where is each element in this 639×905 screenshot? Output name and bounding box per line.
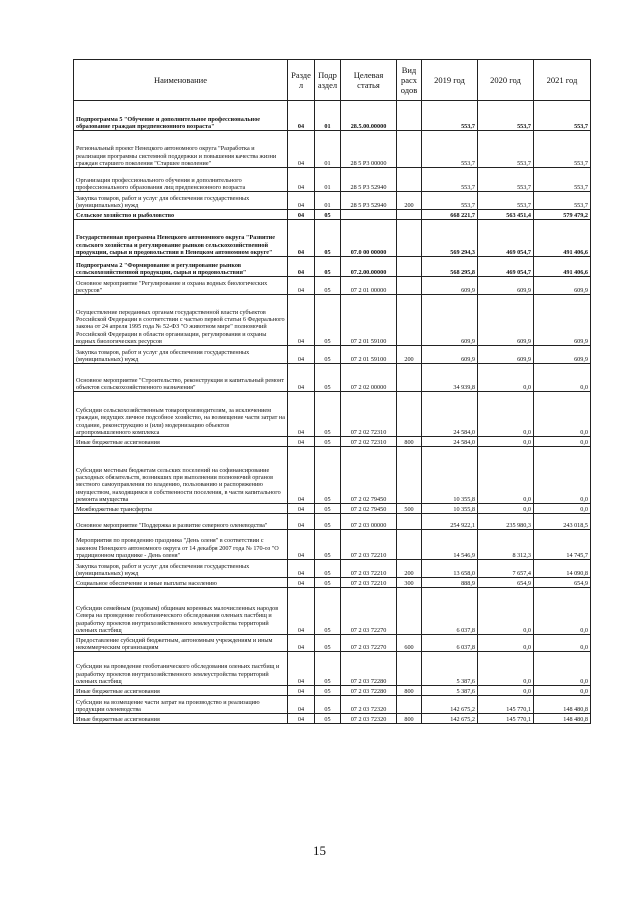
row-target-article: 07 2 03 72280 bbox=[341, 686, 397, 696]
row-value-2020: 553,7 bbox=[478, 101, 534, 131]
row-name: Мероприятия по проведению праздника "День оленя" в соответствии с законом Ненецкого автономного округа от 14 декабря 2007 года № 170-оз "О традиционном празднике - День оленя" bbox=[74, 530, 288, 560]
row-value-2021: 14 745,7 bbox=[534, 530, 591, 560]
row-value-2019: 569 294,3 bbox=[422, 220, 478, 257]
row-value-2020: 0,0 bbox=[478, 447, 534, 504]
table-row bbox=[74, 364, 591, 392]
row-subsection: 01 bbox=[315, 131, 341, 168]
row-target-article: 07 2 03 72270 bbox=[341, 635, 397, 652]
row-value-2020: 0,0 bbox=[478, 437, 534, 447]
table-row bbox=[74, 504, 591, 514]
row-subsection: 05 bbox=[315, 257, 341, 277]
row-section: 04 bbox=[288, 392, 315, 437]
row-value-2019: 609,9 bbox=[422, 295, 478, 346]
row-subsection: 01 bbox=[315, 168, 341, 192]
row-target-article: 07 2 01 59100 bbox=[341, 346, 397, 364]
row-value-2021: 243 018,5 bbox=[534, 514, 591, 530]
row-value-2019: 24 584,0 bbox=[422, 392, 478, 437]
row-name: Основное мероприятие "Регулирование и охрана водных биологических ресурсов" bbox=[74, 277, 288, 295]
row-value-2021: 553,7 bbox=[534, 101, 591, 131]
row-expense-type bbox=[397, 101, 422, 131]
row-value-2020: 609,9 bbox=[478, 295, 534, 346]
row-value-2021: 609,9 bbox=[534, 277, 591, 295]
header-expense-type: Вид расх одов bbox=[397, 60, 422, 101]
row-value-2019: 553,7 bbox=[422, 131, 478, 168]
row-expense-type: 200 bbox=[397, 192, 422, 210]
row-subsection: 05 bbox=[315, 295, 341, 346]
row-value-2021: 14 090,8 bbox=[534, 560, 591, 578]
row-target-article: 07 2 03 72210 bbox=[341, 560, 397, 578]
table-body bbox=[74, 101, 591, 724]
row-value-2020: 469 054,7 bbox=[478, 257, 534, 277]
row-section: 04 bbox=[288, 131, 315, 168]
row-expense-type bbox=[397, 131, 422, 168]
row-value-2019: 609,9 bbox=[422, 346, 478, 364]
row-section: 04 bbox=[288, 588, 315, 635]
row-value-2021: 609,9 bbox=[534, 295, 591, 346]
row-subsection: 05 bbox=[315, 588, 341, 635]
row-target-article: 07 2 02 72310 bbox=[341, 392, 397, 437]
row-expense-type: 200 bbox=[397, 346, 422, 364]
row-value-2020: 0,0 bbox=[478, 504, 534, 514]
row-subsection: 05 bbox=[315, 346, 341, 364]
budget-table bbox=[73, 59, 591, 724]
row-section: 04 bbox=[288, 447, 315, 504]
row-section: 04 bbox=[288, 578, 315, 588]
row-expense-type: 200 bbox=[397, 560, 422, 578]
row-value-2019: 13 658,0 bbox=[422, 560, 478, 578]
row-name: Социальное обеспечение и иные выплаты населению bbox=[74, 578, 288, 588]
row-expense-type bbox=[397, 696, 422, 714]
row-expense-type: 500 bbox=[397, 504, 422, 514]
row-expense-type: 800 bbox=[397, 437, 422, 447]
row-value-2020: 469 054,7 bbox=[478, 220, 534, 257]
row-value-2019: 34 939,8 bbox=[422, 364, 478, 392]
row-expense-type bbox=[397, 210, 422, 220]
row-section: 04 bbox=[288, 504, 315, 514]
row-name: Основное мероприятие "Строительство, реконструкция и капитальный ремонт объектов сельскохозяйственного назначения" bbox=[74, 364, 288, 392]
row-value-2019: 5 387,6 bbox=[422, 686, 478, 696]
row-section: 04 bbox=[288, 295, 315, 346]
table-row bbox=[74, 635, 591, 652]
table-row bbox=[74, 560, 591, 578]
row-value-2020: 654,9 bbox=[478, 578, 534, 588]
row-name: Субсидии сельскохозяйственным товаропроизводителям, за исключением граждан, ведущих личное подсобное хозяйство, на возмещение части затрат на создание, реконструкцию и (или) модернизацию объектов агропромышленного комплекса bbox=[74, 392, 288, 437]
row-name: Субсидии на возмещение части затрат на производство и реализацию продукции оленеводства bbox=[74, 696, 288, 714]
row-value-2021: 553,7 bbox=[534, 131, 591, 168]
row-expense-type bbox=[397, 514, 422, 530]
row-target-article: 28 5 P3 52940 bbox=[341, 192, 397, 210]
row-expense-type bbox=[397, 168, 422, 192]
table-row bbox=[74, 131, 591, 168]
row-expense-type: 300 bbox=[397, 578, 422, 588]
row-subsection: 05 bbox=[315, 560, 341, 578]
row-section: 04 bbox=[288, 652, 315, 686]
row-name: Субсидии на проведение геоботанического обследования оленьих пастбищ и разработку проектов внутрихозяйственного землеустройства территорий оленьих пастбищ bbox=[74, 652, 288, 686]
row-name: Межбюджетные трансферты bbox=[74, 504, 288, 514]
row-target-article: 28 5 P3 00000 bbox=[341, 131, 397, 168]
row-value-2020: 235 980,3 bbox=[478, 514, 534, 530]
row-name: Основное мероприятие "Поддержка и развитие северного оленеводства" bbox=[74, 514, 288, 530]
row-name: Иные бюджетные ассигнования bbox=[74, 714, 288, 724]
row-name: Субсидии семейным (родовым) общинам коренных малочисленных народов Севера на проведение геоботанического обследования оленьих пастбищ и разработку проектов внутрихозяйственного землеустройства территорий оленьих пастбищ bbox=[74, 588, 288, 635]
table-row bbox=[74, 392, 591, 437]
row-value-2020: 7 657,4 bbox=[478, 560, 534, 578]
row-value-2020: 145 770,1 bbox=[478, 696, 534, 714]
row-value-2021: 0,0 bbox=[534, 686, 591, 696]
row-subsection: 05 bbox=[315, 514, 341, 530]
table-row bbox=[74, 437, 591, 447]
row-subsection: 01 bbox=[315, 192, 341, 210]
row-section: 04 bbox=[288, 364, 315, 392]
row-value-2019: 10 355,8 bbox=[422, 447, 478, 504]
row-value-2021: 0,0 bbox=[534, 364, 591, 392]
row-subsection: 05 bbox=[315, 437, 341, 447]
row-value-2020: 553,7 bbox=[478, 131, 534, 168]
row-subsection: 05 bbox=[315, 578, 341, 588]
row-section: 04 bbox=[288, 714, 315, 724]
row-value-2019: 668 221,7 bbox=[422, 210, 478, 220]
row-name: Осуществление переданных органам государственной власти субъектов Российской Федерации в соответствии с частью первой статьи 6 Федерального закона от 24 апреля 1995 года № 52-ФЗ "О животном мире" полномочий Российской Федерации в области организации, регулирования и охраны водных биологических ресурсов bbox=[74, 295, 288, 346]
row-target-article: 28 5 P3 52940 bbox=[341, 168, 397, 192]
row-subsection: 05 bbox=[315, 210, 341, 220]
row-value-2020: 0,0 bbox=[478, 588, 534, 635]
row-value-2021: 654,9 bbox=[534, 578, 591, 588]
row-expense-type: 600 bbox=[397, 635, 422, 652]
row-expense-type bbox=[397, 530, 422, 560]
row-expense-type bbox=[397, 447, 422, 504]
row-section: 04 bbox=[288, 530, 315, 560]
row-section: 04 bbox=[288, 560, 315, 578]
row-value-2021: 579 479,2 bbox=[534, 210, 591, 220]
row-value-2019: 568 295,8 bbox=[422, 257, 478, 277]
table-row bbox=[74, 257, 591, 277]
row-subsection: 05 bbox=[315, 714, 341, 724]
row-value-2020: 145 770,1 bbox=[478, 714, 534, 724]
row-value-2020: 563 451,4 bbox=[478, 210, 534, 220]
row-name: Закупка товаров, работ и услуг для обеспечения государственных (муниципальных) нужд bbox=[74, 192, 288, 210]
table-header-row bbox=[74, 60, 591, 101]
row-expense-type bbox=[397, 364, 422, 392]
header-name: Наименование bbox=[74, 60, 288, 101]
row-name: Государственная программа Ненецкого автономного округа "Развитие сельского хозяйства и регулирование рынков сельскохозяйственной продукции, сырья и продовольствия в Ненецком автономном округе" bbox=[74, 220, 288, 257]
row-target-article: 07 2 03 72210 bbox=[341, 530, 397, 560]
row-value-2021: 148 480,8 bbox=[534, 714, 591, 724]
table-row bbox=[74, 696, 591, 714]
row-expense-type bbox=[397, 220, 422, 257]
table-row bbox=[74, 168, 591, 192]
row-target-article: 07 2 02 72310 bbox=[341, 437, 397, 447]
table-row bbox=[74, 714, 591, 724]
row-subsection: 05 bbox=[315, 364, 341, 392]
row-section: 04 bbox=[288, 346, 315, 364]
row-value-2020: 0,0 bbox=[478, 364, 534, 392]
row-value-2019: 888,9 bbox=[422, 578, 478, 588]
table-row bbox=[74, 277, 591, 295]
header-year-2019: 2019 год bbox=[422, 60, 478, 101]
row-target-article: 07 2 03 72320 bbox=[341, 714, 397, 724]
row-section: 04 bbox=[288, 277, 315, 295]
row-value-2020: 609,9 bbox=[478, 346, 534, 364]
row-name: Иные бюджетные ассигнования bbox=[74, 437, 288, 447]
row-value-2021: 0,0 bbox=[534, 652, 591, 686]
table-row bbox=[74, 652, 591, 686]
row-section: 04 bbox=[288, 220, 315, 257]
row-value-2021: 0,0 bbox=[534, 588, 591, 635]
row-target-article: 07 2 01 00000 bbox=[341, 277, 397, 295]
row-subsection: 05 bbox=[315, 392, 341, 437]
row-name: Подпрограмма 2 "Формирование и регулирование рынков сельскохозяйственной продукции, сырья и продовольствия" bbox=[74, 257, 288, 277]
row-subsection: 05 bbox=[315, 696, 341, 714]
row-name: Закупка товаров, работ и услуг для обеспечения государственных (муниципальных) нужд bbox=[74, 560, 288, 578]
table-row bbox=[74, 210, 591, 220]
row-target-article: 07 2 03 00000 bbox=[341, 514, 397, 530]
row-value-2020: 0,0 bbox=[478, 635, 534, 652]
row-expense-type bbox=[397, 257, 422, 277]
row-expense-type bbox=[397, 295, 422, 346]
row-section: 04 bbox=[288, 696, 315, 714]
row-subsection: 05 bbox=[315, 686, 341, 696]
table-row bbox=[74, 295, 591, 346]
row-section: 04 bbox=[288, 686, 315, 696]
row-expense-type bbox=[397, 392, 422, 437]
row-section: 04 bbox=[288, 210, 315, 220]
row-value-2019: 6 037,8 bbox=[422, 588, 478, 635]
row-section: 04 bbox=[288, 168, 315, 192]
row-subsection: 05 bbox=[315, 652, 341, 686]
row-target-article: 07 2 02 00000 bbox=[341, 364, 397, 392]
row-expense-type bbox=[397, 652, 422, 686]
row-target-article bbox=[341, 210, 397, 220]
row-name: Региональный проект Ненецкого автономного округа "Разработка и реализация программы системной поддержки и повышения качества жизни граждан старшего поколения "Старшее поколение" bbox=[74, 131, 288, 168]
row-subsection: 05 bbox=[315, 220, 341, 257]
row-value-2021: 491 406,6 bbox=[534, 257, 591, 277]
row-subsection: 05 bbox=[315, 635, 341, 652]
table-row bbox=[74, 346, 591, 364]
row-expense-type bbox=[397, 588, 422, 635]
row-value-2020: 8 312,3 bbox=[478, 530, 534, 560]
header-target-article: Целевая статья bbox=[341, 60, 397, 101]
row-section: 04 bbox=[288, 257, 315, 277]
row-value-2020: 0,0 bbox=[478, 392, 534, 437]
row-section: 04 bbox=[288, 437, 315, 447]
table-row bbox=[74, 220, 591, 257]
header-year-2021: 2021 год bbox=[534, 60, 591, 101]
row-value-2020: 553,7 bbox=[478, 168, 534, 192]
row-value-2019: 14 546,9 bbox=[422, 530, 478, 560]
row-value-2019: 609,9 bbox=[422, 277, 478, 295]
header-section: Разде л bbox=[288, 60, 315, 101]
row-target-article: 07 2 02 79450 bbox=[341, 447, 397, 504]
row-value-2020: 0,0 bbox=[478, 652, 534, 686]
row-value-2019: 142 675,2 bbox=[422, 696, 478, 714]
table-row bbox=[74, 686, 591, 696]
row-value-2019: 24 584,0 bbox=[422, 437, 478, 447]
row-subsection: 05 bbox=[315, 447, 341, 504]
row-target-article: 07 2 03 72320 bbox=[341, 696, 397, 714]
row-value-2021: 0,0 bbox=[534, 635, 591, 652]
row-target-article: 07 2 03 72270 bbox=[341, 588, 397, 635]
row-value-2019: 553,7 bbox=[422, 101, 478, 131]
row-value-2019: 5 387,6 bbox=[422, 652, 478, 686]
row-value-2019: 553,7 bbox=[422, 192, 478, 210]
row-value-2020: 553,7 bbox=[478, 192, 534, 210]
row-expense-type: 800 bbox=[397, 686, 422, 696]
row-value-2021: 0,0 bbox=[534, 504, 591, 514]
row-target-article: 28.5.00.00000 bbox=[341, 101, 397, 131]
row-value-2019: 6 037,8 bbox=[422, 635, 478, 652]
row-section: 04 bbox=[288, 192, 315, 210]
row-value-2020: 609,9 bbox=[478, 277, 534, 295]
row-value-2020: 0,0 bbox=[478, 686, 534, 696]
table-row bbox=[74, 447, 591, 504]
row-value-2019: 254 922,1 bbox=[422, 514, 478, 530]
row-target-article: 07.0 00 00000 bbox=[341, 220, 397, 257]
row-expense-type bbox=[397, 277, 422, 295]
page-number: 15 bbox=[313, 843, 326, 858]
row-target-article: 07 2 01 59100 bbox=[341, 295, 397, 346]
row-value-2019: 142 675,2 bbox=[422, 714, 478, 724]
header-subsection: Подр аздел bbox=[315, 60, 341, 101]
row-name: Подпрограмма 5 "Обучение и дополнительное профессиональное образование граждан предпенсионного возраста" bbox=[74, 101, 288, 131]
row-target-article: 07.2.00.00000 bbox=[341, 257, 397, 277]
row-section: 04 bbox=[288, 101, 315, 131]
table-row bbox=[74, 588, 591, 635]
row-section: 04 bbox=[288, 514, 315, 530]
header-year-2020: 2020 год bbox=[478, 60, 534, 101]
row-value-2019: 10 355,8 bbox=[422, 504, 478, 514]
row-value-2021: 0,0 bbox=[534, 447, 591, 504]
row-value-2021: 553,7 bbox=[534, 168, 591, 192]
row-section: 04 bbox=[288, 635, 315, 652]
row-value-2019: 553,7 bbox=[422, 168, 478, 192]
row-name: Иные бюджетные ассигнования bbox=[74, 686, 288, 696]
row-value-2021: 0,0 bbox=[534, 437, 591, 447]
row-value-2021: 491 406,6 bbox=[534, 220, 591, 257]
row-name: Закупка товаров, работ и услуг для обеспечения государственных (муниципальных) нужд bbox=[74, 346, 288, 364]
row-name: Предоставление субсидий бюджетным, автономным учреждениям и иным некоммерческим организациям bbox=[74, 635, 288, 652]
row-target-article: 07 2 02 79450 bbox=[341, 504, 397, 514]
row-subsection: 05 bbox=[315, 277, 341, 295]
row-subsection: 05 bbox=[315, 530, 341, 560]
row-subsection: 05 bbox=[315, 504, 341, 514]
row-name: Субсидии местным бюджетам сельских поселений на софинансирование расходных обязательств, возникших при выполнении полномочий органов местного самоуправления по владению, пользованию и распоряжению имуществом, находящимся в собственности поселения, в части капитального ремонта имущества bbox=[74, 447, 288, 504]
table-row bbox=[74, 578, 591, 588]
row-subsection: 01 bbox=[315, 101, 341, 131]
table-row bbox=[74, 101, 591, 131]
row-target-article: 07 2 03 72210 bbox=[341, 578, 397, 588]
row-expense-type: 800 bbox=[397, 714, 422, 724]
row-value-2021: 148 480,8 bbox=[534, 696, 591, 714]
row-value-2021: 553,7 bbox=[534, 192, 591, 210]
row-target-article: 07 2 03 72280 bbox=[341, 652, 397, 686]
row-name: Организация профессионального обучения и дополнительного профессионального образования лиц предпенсионного возраста bbox=[74, 168, 288, 192]
row-value-2021: 609,9 bbox=[534, 346, 591, 364]
row-value-2021: 0,0 bbox=[534, 392, 591, 437]
table-row bbox=[74, 192, 591, 210]
table-row bbox=[74, 514, 591, 530]
row-name: Сельское хозяйство и рыболовство bbox=[74, 210, 288, 220]
table-row bbox=[74, 530, 591, 560]
